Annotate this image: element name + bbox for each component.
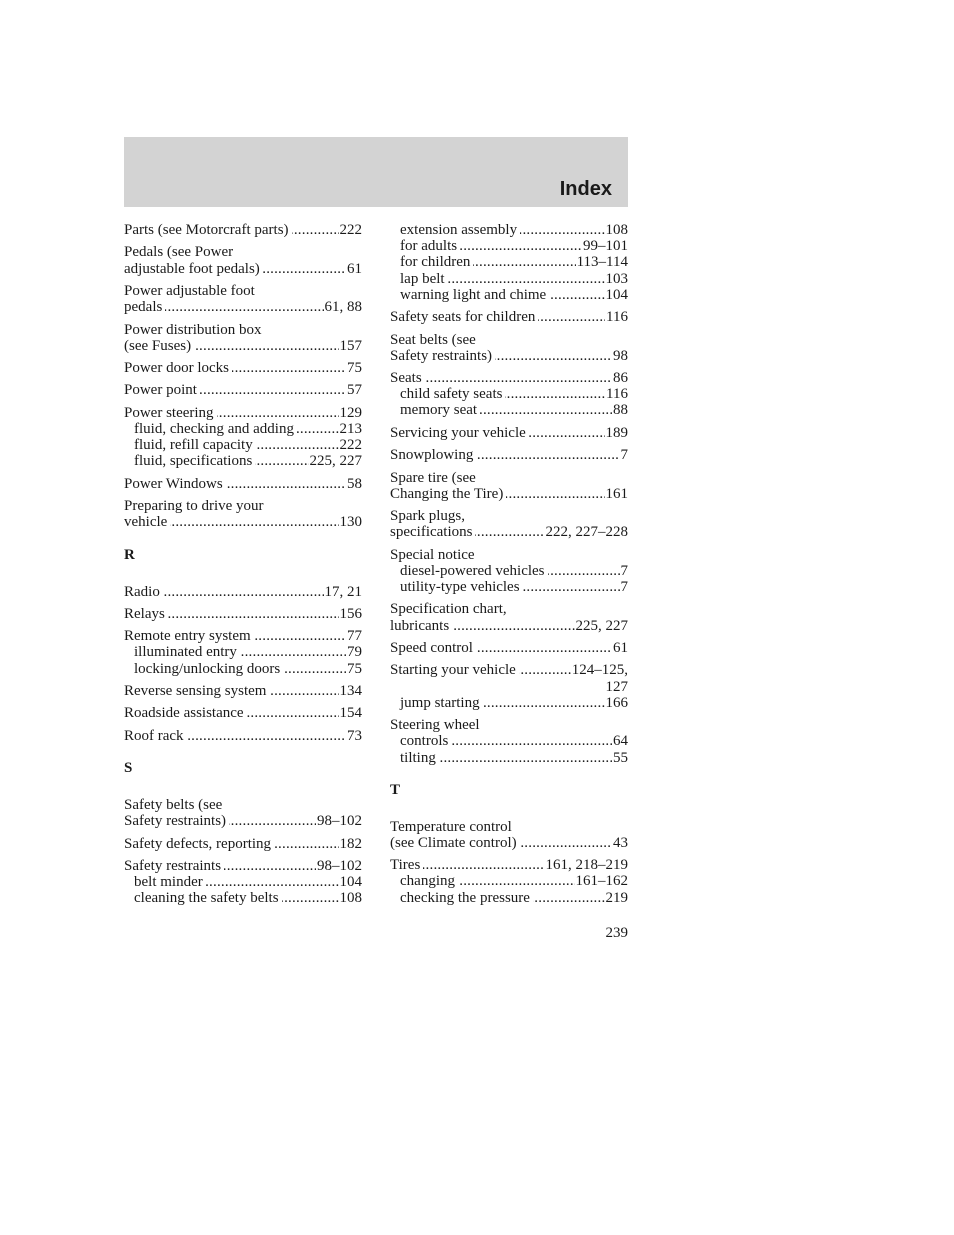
page-reference: 98–102 (317, 857, 362, 874)
entry-text: (see Fuses) (124, 338, 194, 354)
entry-text: warning light and chime (400, 287, 549, 303)
entry-text: Safety seats for children (390, 309, 538, 325)
entry-text: Spare tire (see (390, 470, 479, 486)
page-reference: 58 (347, 475, 362, 492)
index-entry-line (390, 857, 628, 873)
index-entry (390, 717, 628, 766)
entry-text: Radio (124, 584, 163, 600)
entry-text: child safety seats (400, 386, 505, 402)
page-reference: 161 (605, 485, 628, 502)
page-reference: 225, 227 (309, 453, 362, 470)
entry-text: diesel-powered vehicles (400, 563, 548, 579)
index-entry (124, 322, 362, 354)
index-entry-line (124, 797, 362, 813)
index-subentry-line (124, 437, 362, 453)
page-number: 239 (605, 925, 628, 941)
index-entry-line (124, 813, 362, 829)
entry-text: adjustable foot pedals) (124, 261, 263, 277)
index-subentry-line (390, 271, 628, 287)
index-entry-line (390, 470, 628, 486)
index-entry (124, 405, 362, 470)
index-entry (124, 382, 362, 398)
entry-text: Power point (124, 382, 200, 398)
index-entry-line (124, 705, 362, 721)
index-entry (390, 447, 628, 463)
index-entry-line (124, 299, 362, 315)
index-subentry-line (390, 695, 628, 711)
page-reference: 219 (605, 889, 628, 906)
page-reference: 7 (620, 579, 628, 596)
index-entry (390, 601, 628, 633)
page-reference: 116 (606, 309, 628, 326)
page-reference: 88 (613, 402, 628, 419)
index-entry (390, 332, 628, 364)
index-entry (124, 244, 362, 276)
entry-text: fluid, checking and adding (134, 421, 297, 437)
entry-text: Steering wheel (390, 717, 483, 733)
entry-text: Seats (390, 370, 425, 386)
entry-text: changing (400, 873, 458, 889)
page-reference: 104 (605, 286, 628, 303)
index-subentry-line (390, 873, 628, 889)
entry-text: vehicle (124, 514, 170, 530)
index-entry-line (390, 618, 628, 634)
index-entry-line (124, 514, 362, 530)
index-subentry-line (390, 238, 628, 254)
page-reference: 108 (605, 222, 628, 238)
header-band (124, 137, 628, 207)
page-reference: 55 (613, 749, 628, 766)
index-subentry-line (390, 254, 628, 270)
index-subentry-line (390, 563, 628, 579)
index-subentry-line (390, 750, 628, 766)
entry-text: Roadside assistance (124, 705, 247, 721)
entry-text: Safety restraints (124, 858, 224, 874)
page-reference: 98–102 (317, 813, 362, 830)
index-subentry-line (390, 222, 628, 238)
index-entry-line (124, 628, 362, 644)
index-entry (124, 476, 362, 492)
entry-text: Reverse sensing system (124, 683, 269, 699)
section-letter: R (124, 546, 135, 563)
section-letter: T (390, 781, 401, 798)
index-entry (390, 857, 628, 906)
entry-text: Power distribution box (124, 322, 265, 338)
index-column-left (124, 222, 362, 913)
index-entry (390, 370, 628, 419)
entry-text: Special notice (390, 547, 478, 563)
page-reference: 17, 21 (324, 583, 362, 600)
index-entry-line (124, 322, 362, 338)
entry-text: lap belt (400, 271, 448, 287)
index-entry-line (390, 819, 628, 835)
entry-text: specifications (390, 524, 475, 540)
index-entry-line (390, 447, 628, 463)
index-entry (124, 797, 362, 829)
index-subentry-line (124, 874, 362, 890)
entry-text: Remote entry system (124, 628, 254, 644)
index-entry (390, 222, 628, 303)
page-reference: 222, 227–228 (545, 524, 628, 541)
page-reference: 161, 218–219 (545, 857, 628, 874)
page-reference: 61 (347, 260, 362, 277)
page-reference: 157 (339, 337, 362, 354)
entry-text: Specification chart, (390, 601, 510, 617)
index-subentry-line (124, 421, 362, 437)
page-reference: 113–114 (576, 254, 628, 271)
entry-text: utility-type vehicles (400, 579, 523, 595)
index-entry (390, 425, 628, 441)
index-entry (390, 470, 628, 502)
entry-text: checking the pressure (400, 890, 533, 906)
page-reference: 166 (605, 694, 628, 711)
entry-text: Safety belts (see (124, 797, 225, 813)
entry-text: locking/unlocking doors (134, 661, 283, 677)
entry-text: Tires (390, 857, 423, 873)
index-subentry-line (390, 287, 628, 303)
entry-text: extension assembly (400, 222, 520, 238)
page-reference: 98 (613, 347, 628, 364)
entry-text: Roof rack (124, 728, 187, 744)
page-reference: 161–162 (575, 873, 628, 890)
index-entry-line (124, 338, 362, 354)
entry-text (390, 679, 393, 695)
page-reference: 154 (339, 705, 362, 722)
index-entry-line (124, 836, 362, 852)
index-entry-line (390, 640, 628, 656)
index-entry-line (124, 683, 362, 699)
index-entry-line (124, 728, 362, 744)
entry-text: Seat belts (see (390, 332, 479, 348)
page-title: Index (559, 178, 612, 200)
entry-text: for adults (400, 238, 460, 254)
entry-text: Snowplowing (390, 447, 476, 463)
index-entry-line (124, 606, 362, 622)
index-entry-line (124, 584, 362, 600)
index-entry-line (390, 547, 628, 563)
entry-text: Safety restraints) (124, 813, 229, 829)
index-entry (390, 640, 628, 656)
index-entry (390, 508, 628, 540)
page-reference: 79 (347, 644, 362, 661)
index-subentry-line (390, 579, 628, 595)
entry-text: fluid, refill capacity (134, 437, 256, 453)
entry-text: Safety defects, reporting (124, 836, 274, 852)
index-entry (124, 728, 362, 744)
index-entry (124, 858, 362, 907)
index-entry-line (124, 283, 362, 299)
index-entry (124, 360, 362, 376)
index-subentry-line (390, 733, 628, 749)
index-subentry-line (124, 661, 362, 677)
page-reference: 73 (347, 727, 362, 744)
index-entry-line (124, 498, 362, 514)
index-entry (124, 628, 362, 677)
index-column-right (390, 222, 628, 912)
index-entry (124, 283, 362, 315)
index-entry-line (390, 835, 628, 851)
entry-text: Spark plugs, (390, 508, 468, 524)
entry-text: lubricants (390, 618, 452, 634)
index-entry-line (124, 360, 362, 376)
entry-text: Power door locks (124, 360, 232, 376)
index-entry (124, 498, 362, 530)
index-entry-line (390, 662, 628, 678)
index-entry (390, 662, 628, 711)
entry-text: pedals (124, 299, 165, 315)
entry-text: tilting (400, 750, 439, 766)
page-reference: 7 (620, 562, 628, 579)
page-reference: 116 (606, 386, 628, 403)
index-entry-line (124, 382, 362, 398)
index-entry (124, 606, 362, 622)
page-reference: 7 (620, 447, 628, 464)
index-entry (390, 309, 628, 325)
page-reference: 130 (339, 514, 362, 531)
index-entry-line (390, 309, 628, 325)
index-entry-line (124, 222, 362, 238)
index-subentry-line (124, 644, 362, 660)
index-entry-line (390, 486, 628, 502)
index-entry-line (390, 348, 628, 364)
entry-text: Power Windows (124, 476, 226, 492)
page-reference: 57 (347, 382, 362, 399)
page-reference: 86 (613, 370, 628, 387)
entry-text: Power steering (124, 405, 217, 421)
index-entry-line (390, 370, 628, 386)
page-reference: 189 (605, 424, 628, 441)
entry-text: Speed control (390, 640, 476, 656)
page-reference: 75 (347, 660, 362, 677)
entry-text: Servicing your vehicle (390, 425, 529, 441)
index-entry (390, 547, 628, 596)
entry-text: controls (400, 733, 451, 749)
page-reference: 124–125, (571, 662, 628, 679)
page-reference: 77 (347, 628, 362, 645)
entry-text: Safety restraints) (390, 348, 495, 364)
page-reference: 108 (339, 890, 362, 907)
index-entry-line (124, 405, 362, 421)
index-entry-line (390, 679, 628, 695)
index-entry-line (390, 524, 628, 540)
entry-text: Temperature control (390, 819, 515, 835)
page-reference: 222 (339, 222, 362, 238)
entry-text: Starting your vehicle (390, 662, 519, 678)
page-reference: 75 (347, 360, 362, 377)
page-reference: 61 (613, 640, 628, 656)
page-reference: 43 (613, 834, 628, 851)
index-entry (390, 819, 628, 851)
entry-text: Power adjustable foot (124, 283, 258, 299)
page-reference: 222 (339, 437, 362, 454)
page-reference: 213 (339, 421, 362, 437)
page-reference: 104 (339, 874, 362, 891)
entry-text: Changing the Tire) (390, 486, 506, 502)
page-reference: 127 (605, 678, 628, 695)
entry-text: Parts (see Motorcraft parts) (124, 222, 292, 238)
index-entry-line (390, 601, 628, 617)
page-reference: 156 (339, 605, 362, 622)
entry-text: Pedals (see Power (124, 244, 236, 260)
section-letter: S (124, 759, 133, 776)
index-entry (124, 222, 362, 238)
entry-text: memory seat (400, 402, 480, 418)
index-entry-line (390, 508, 628, 524)
index-entry-line (390, 425, 628, 441)
entry-text: cleaning the safety belts (134, 890, 282, 906)
page-reference: 64 (613, 733, 628, 750)
index-entry-line (390, 717, 628, 733)
index-entry (124, 584, 362, 600)
page-reference: 99–101 (583, 238, 628, 255)
page-reference: 61, 88 (324, 299, 362, 316)
entry-text: belt minder (134, 874, 206, 890)
entry-text: Preparing to drive your (124, 498, 267, 514)
index-entry-line (124, 261, 362, 277)
index-subentry-line (390, 386, 628, 402)
index-entry-line (124, 244, 362, 260)
index-entry-line (124, 476, 362, 492)
index-entry-line (390, 332, 628, 348)
page-reference: 225, 227 (575, 617, 628, 634)
page-reference: 134 (339, 683, 362, 699)
entry-text: Relays (124, 606, 168, 622)
index-subentry-line (390, 402, 628, 418)
index-entry (124, 683, 362, 699)
index-entry (124, 705, 362, 721)
page-reference: 182 (339, 835, 362, 852)
index-entry-line (124, 858, 362, 874)
entry-text: (see Climate control) (390, 835, 520, 851)
entry-text: for children (400, 254, 473, 270)
page-reference: 129 (339, 404, 362, 421)
entry-text: fluid, specifications (134, 453, 255, 469)
page-reference: 103 (605, 270, 628, 287)
index-subentry-line (124, 890, 362, 906)
index-entry (124, 836, 362, 852)
index-subentry-line (124, 453, 362, 469)
index-subentry-line (390, 890, 628, 906)
entry-text: jump starting (400, 695, 483, 711)
entry-text: illuminated entry (134, 644, 240, 660)
